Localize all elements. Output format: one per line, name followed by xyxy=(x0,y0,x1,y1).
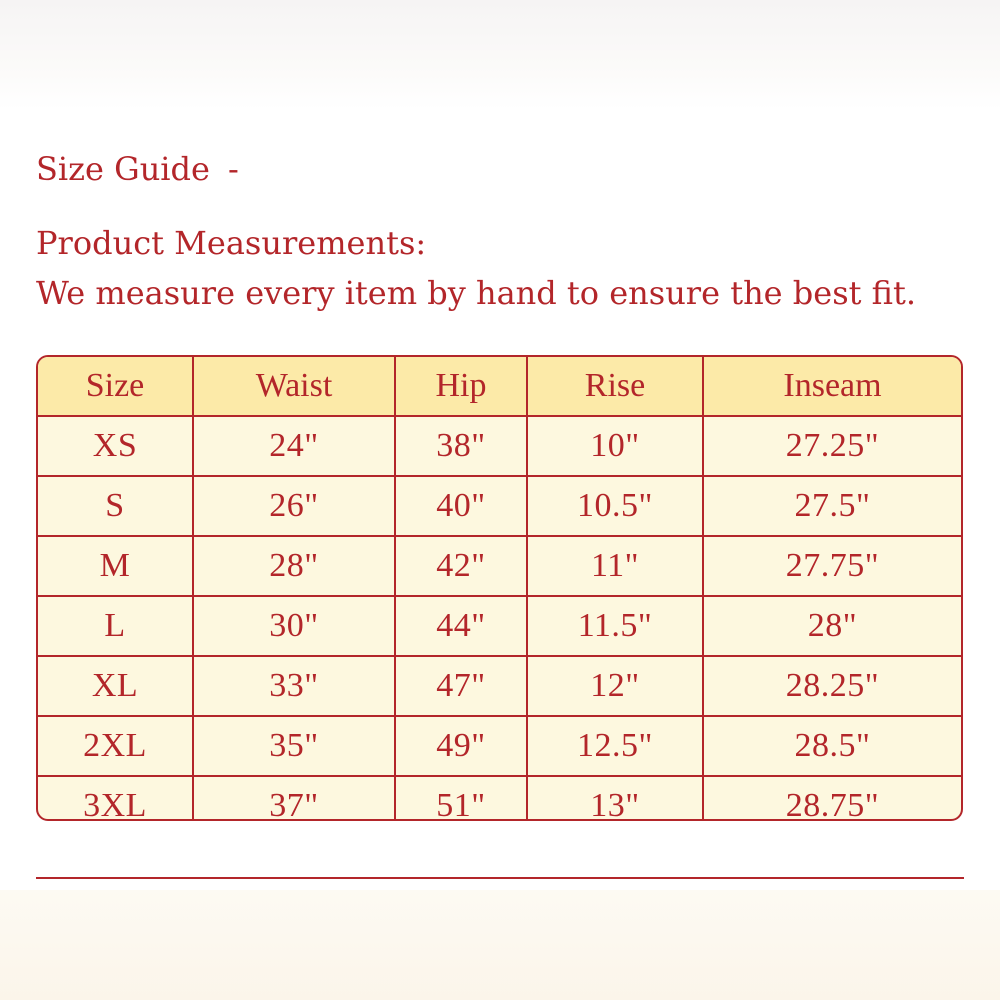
rise-cell: 12.5" xyxy=(527,716,703,776)
waist-cell: 37" xyxy=(193,776,395,821)
top-background-band xyxy=(0,0,1000,110)
inseam-cell: 27.5" xyxy=(703,476,961,536)
inseam-cell: 27.25" xyxy=(703,416,961,476)
inseam-cell: 28.5" xyxy=(703,716,961,776)
hip-cell: 38" xyxy=(395,416,527,476)
size-cell: M xyxy=(38,536,193,596)
size-table xyxy=(38,357,961,821)
column-header-hip: Hip xyxy=(395,357,527,416)
hip-cell: 40" xyxy=(395,476,527,536)
size-guide-label: Size Guide xyxy=(36,150,210,188)
size-cell: 3XL xyxy=(38,776,193,821)
size-cell: L xyxy=(38,596,193,656)
waist-cell: 33" xyxy=(193,656,395,716)
inseam-cell: 27.75" xyxy=(703,536,961,596)
table-row xyxy=(38,716,961,776)
size-cell: S xyxy=(38,476,193,536)
hip-cell: 44" xyxy=(395,596,527,656)
table-row xyxy=(38,656,961,716)
hip-cell: 47" xyxy=(395,656,527,716)
rise-cell: 13" xyxy=(527,776,703,821)
size-guide-heading xyxy=(36,150,239,188)
table-row xyxy=(38,776,961,821)
size-table-container xyxy=(36,355,963,821)
size-cell: XL xyxy=(38,656,193,716)
table-row xyxy=(38,476,961,536)
column-header-waist: Waist xyxy=(193,357,395,416)
size-guide-dash: - xyxy=(227,150,239,188)
size-cell: 2XL xyxy=(38,716,193,776)
rise-cell: 10" xyxy=(527,416,703,476)
waist-cell: 26" xyxy=(193,476,395,536)
hip-cell: 49" xyxy=(395,716,527,776)
rise-cell: 10.5" xyxy=(527,476,703,536)
measurements-note: We measure every item by hand to ensure the best fit. xyxy=(36,274,917,312)
waist-cell: 30" xyxy=(193,596,395,656)
bottom-divider xyxy=(36,877,964,879)
size-cell: XS xyxy=(38,416,193,476)
hip-cell: 51" xyxy=(395,776,527,821)
column-header-size: Size xyxy=(38,357,193,416)
waist-cell: 35" xyxy=(193,716,395,776)
waist-cell: 28" xyxy=(193,536,395,596)
bottom-background-band xyxy=(0,890,1000,1000)
inseam-cell: 28" xyxy=(703,596,961,656)
waist-cell: 24" xyxy=(193,416,395,476)
rise-cell: 11" xyxy=(527,536,703,596)
table-row xyxy=(38,536,961,596)
rise-cell: 12" xyxy=(527,656,703,716)
inseam-cell: 28.75" xyxy=(785,787,880,821)
inseam-cell: 28.25" xyxy=(703,656,961,716)
rise-cell: 11.5" xyxy=(527,596,703,656)
hip-cell: 42" xyxy=(395,536,527,596)
table-header-row xyxy=(38,357,961,416)
measurements-title: Product Measurements: xyxy=(36,224,427,262)
table-row xyxy=(38,596,961,656)
column-header-rise: Rise xyxy=(527,357,703,416)
column-header-inseam: Inseam xyxy=(703,357,961,416)
table-row xyxy=(38,416,961,476)
